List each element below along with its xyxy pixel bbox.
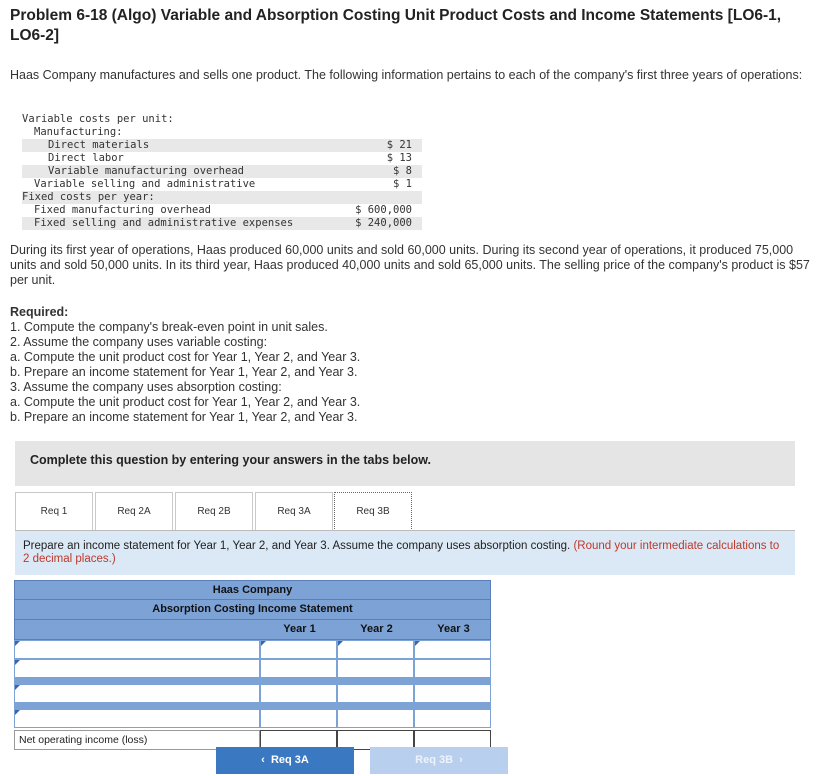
tab-req-2b[interactable]: Req 2B [175, 492, 253, 531]
row-label-input[interactable] [15, 687, 259, 704]
column-year-1: Year 1 [283, 623, 316, 635]
row-label-dropdown[interactable] [14, 709, 260, 728]
cost-row [22, 126, 422, 139]
year-3-cell[interactable] [414, 684, 491, 703]
dropdown-indicator-icon [15, 685, 20, 690]
year-3-input[interactable] [415, 712, 490, 729]
required-item: 2. Assume the company uses variable costing: [10, 335, 268, 349]
year-3-cell[interactable] [414, 640, 491, 659]
table-row [14, 684, 491, 703]
var-mfg-overhead-value: $ 8 [393, 165, 412, 177]
year-2-input[interactable] [338, 643, 413, 660]
fixed-mfg-overhead-value: $ 600,000 [355, 204, 412, 216]
next-req-button [370, 747, 508, 774]
cost-row [22, 165, 422, 178]
required-item: b. Prepare an income statement for Year 1, Year 2, and Year 3. [10, 365, 358, 379]
cost-row [22, 191, 422, 204]
dropdown-indicator-icon [338, 641, 343, 646]
year-1-input[interactable] [261, 712, 336, 729]
var-selling-label: Variable selling and administrative [34, 178, 256, 190]
column-year-2: Year 2 [360, 623, 393, 635]
var-selling-value: $ 1 [393, 178, 412, 190]
prev-req-button[interactable] [216, 747, 354, 774]
instruction-note: (Round your intermediate calculations to 2 decimal places.) [23, 540, 780, 565]
required-item: 3. Assume the company uses absorption costing: [10, 380, 282, 394]
fixed-costs-header: Fixed costs per year: [22, 191, 155, 203]
year-1-cell[interactable] [260, 640, 337, 659]
table-row [14, 709, 491, 728]
instruction-text: Prepare an income statement for Year 1, Year 2, and Year 3. Assume the company uses absorption costing. [23, 540, 574, 552]
year-1-input[interactable] [261, 643, 336, 660]
fixed-mfg-overhead-label: Fixed manufacturing overhead [34, 204, 212, 216]
dropdown-indicator-icon [15, 660, 20, 665]
cost-row [22, 139, 422, 152]
row-label-input[interactable] [15, 712, 259, 729]
column-headers [14, 620, 491, 640]
row-label-dropdown[interactable] [14, 640, 260, 659]
problem-title: Problem 6-18 (Algo) Variable and Absorption Costing Unit Product Costs and Income Statements [LO6-1, LO6-2] [10, 7, 782, 44]
income-statement-table [14, 580, 491, 750]
required-item: 1. Compute the company's break-even point in unit sales. [10, 320, 328, 334]
dropdown-indicator-icon [15, 710, 20, 715]
required-section [10, 305, 510, 425]
cost-data-table [22, 113, 422, 230]
fixed-selling-value: $ 240,000 [355, 217, 412, 229]
year-3-cell[interactable] [414, 659, 491, 678]
tab-req-3b[interactable]: Req 3B [334, 492, 412, 531]
year-1-cell[interactable] [260, 659, 337, 678]
cost-row [22, 217, 422, 230]
dropdown-indicator-icon [15, 641, 20, 646]
var-mfg-overhead-label: Variable manufacturing overhead [48, 165, 244, 177]
complete-question-text: Complete this question by entering your answers in the tabs below. [30, 453, 431, 467]
required-heading: Required: [10, 305, 69, 319]
year-1-input[interactable] [261, 662, 336, 679]
year-1-cell[interactable] [260, 684, 337, 703]
year-1-cell[interactable] [260, 709, 337, 728]
cost-row [22, 204, 422, 217]
year-3-cell[interactable] [414, 709, 491, 728]
year-3-input[interactable] [415, 662, 490, 679]
year-2-cell[interactable] [337, 659, 414, 678]
column-year-3: Year 3 [437, 623, 470, 635]
tab-req-2a[interactable]: Req 2A [95, 492, 173, 531]
table-row [14, 659, 491, 678]
year-2-cell[interactable] [337, 709, 414, 728]
net-income-label: Net operating income (loss) [19, 734, 148, 746]
year-2-input[interactable] [338, 662, 413, 679]
statement-title: Absorption Costing Income Statement [14, 600, 491, 620]
row-label-dropdown[interactable] [14, 659, 260, 678]
year-3-input[interactable] [415, 687, 490, 704]
row-label-input[interactable] [15, 643, 259, 660]
fixed-selling-label: Fixed selling and administrative expenses [34, 217, 294, 229]
prev-req-label: Req 3A [270, 754, 309, 766]
year-2-cell[interactable] [337, 684, 414, 703]
required-item: a. Compute the unit product cost for Year 1, Year 2, and Year 3. [10, 350, 361, 364]
year-2-input[interactable] [338, 712, 413, 729]
direct-materials-value: $ 21 [386, 139, 412, 151]
required-item: b. Prepare an income statement for Year 1, Year 2, and Year 3. [10, 410, 358, 424]
company-name: Haas Company [14, 580, 491, 600]
instruction-box [15, 531, 795, 575]
scenario-paragraph: During its first year of operations, Haas produced 60,000 units and sold 60,000 units. During its second year of operations, it produced 75,000 units and sold 50,000 units. In its third year, Haas produced 40,000 units and sold 65,000 units. The selling price of the company's product is $57 per unit. [10, 243, 810, 287]
variable-costs-header: Variable costs per unit: [22, 113, 174, 125]
dropdown-indicator-icon [261, 641, 266, 646]
row-label-input[interactable] [15, 662, 259, 679]
direct-materials-label: Direct materials [48, 139, 150, 151]
row-label-dropdown[interactable] [14, 684, 260, 703]
complete-question-bar [15, 441, 795, 486]
year-2-cell[interactable] [337, 640, 414, 659]
cost-row [22, 152, 422, 165]
year-3-input[interactable] [415, 643, 490, 660]
table-row [14, 640, 491, 659]
direct-labor-value: $ 13 [386, 152, 412, 164]
cost-row [22, 113, 422, 126]
problem-intro: Haas Company manufactures and sells one product. The following information pertains to each of the company's first three years of operations: [10, 68, 803, 82]
dropdown-indicator-icon [415, 641, 420, 646]
chevron-left-icon: ‹ [261, 754, 265, 766]
chevron-right-icon: › [459, 754, 463, 766]
direct-labor-label: Direct labor [48, 152, 124, 164]
cost-row [22, 178, 422, 191]
tab-req-1[interactable]: Req 1 [15, 492, 93, 531]
manufacturing-header: Manufacturing: [34, 126, 123, 138]
year-1-input[interactable] [261, 687, 336, 704]
next-req-label: Req 3B [415, 754, 454, 766]
tab-req-3a[interactable]: Req 3A [255, 492, 333, 531]
year-2-input[interactable] [338, 687, 413, 704]
required-item: a. Compute the unit product cost for Year 1, Year 2, and Year 3. [10, 395, 361, 409]
